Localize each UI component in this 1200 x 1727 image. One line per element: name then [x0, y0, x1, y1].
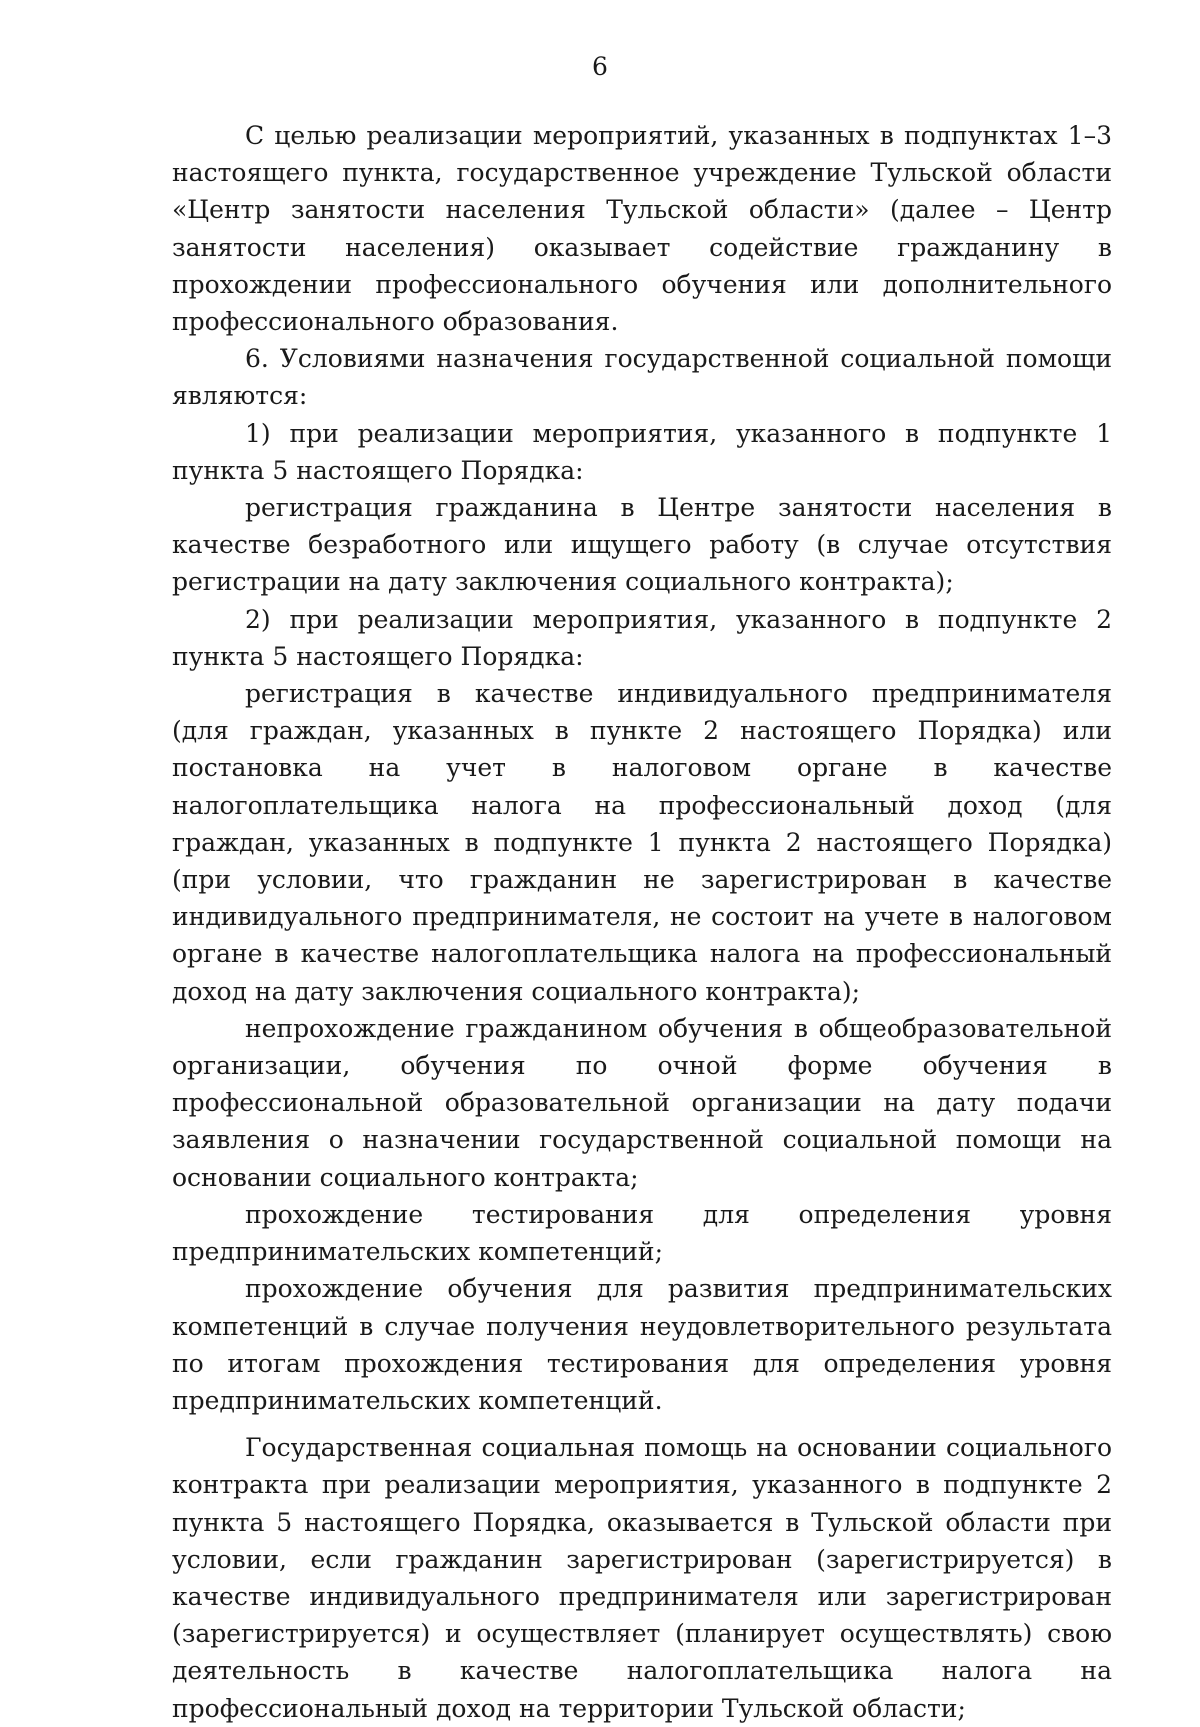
paragraph-subitem-1: 1) при реализации мероприятия, указанного в подпункте 1 пункта 5 настоящего Порядка: [172, 418, 1112, 485]
page-number: 6 [592, 52, 608, 81]
paragraph-registration-unemployed: регистрация гражданина в Центре занятости населения в качестве безработного или ищущего работу (в случае отсутствия регистрации на дату заключения социального контракта); [172, 493, 1112, 597]
paragraph-registration-entrepreneur: регистрация в качестве индивидуального предпринимателя (для граждан, указанных в пункте 2 настоящего Порядка) или постановка на учет в налоговом органе в качестве налогоплательщика налога на профессиональный доход (для граждан, указанных в подпункте 1 пункта 2 настоящего Порядка) (при условии, что гражданин не зарегистрирован в качестве индивидуального предпринимателя, не состоит на учете в налоговом органе в качестве налогоплательщика налога на профессиональный доход на дату заключения социального контракта); [172, 679, 1112, 1006]
paragraph-testing: прохождение тестирования для определения уровня предпринимательских компетенций; [172, 1199, 1112, 1267]
document-body [172, 117, 1112, 1727]
paragraph-assistance-condition: Государственная социальная помощь на основании социального контракта при реализации мероприятия, указанного в подпункте 2 пункта 5 настоящего Порядка, оказывается в Тульской области при условии, если гражданин зарегистрирован (зарегистрируется) в качестве индивидуального предпринимателя или зарегистрирован (зарегистрируется) и осуществляет (планирует осуществлять) свою деятельность в качестве налогоплательщика налога на профессиональный доход на территории Тульской области; [172, 1433, 1112, 1723]
paragraph-training: прохождение обучения для развития предпринимательских компетенций в случае получения неудовлетворительного результата по итогам прохождения тестирования для определения уровня предпринимательских компетенций. [172, 1274, 1112, 1415]
paragraph-not-studying: непрохождение гражданином обучения в общеобразовательной организации, обучения по очной форме обучения в профессиональной образовательной организации на дату подачи заявления о назначении государственной социальной помощи на основании социального контракта; [172, 1013, 1112, 1192]
paragraph-subitem-2: 2) при реализации мероприятия, указанного в подпункте 2 пункта 5 настоящего Порядка: [172, 604, 1112, 671]
paragraph-item-6-conditions: 6. Условиями назначения государственной социальной помощи являются: [172, 344, 1112, 411]
paragraph-purpose-employment-center: С целью реализации мероприятий, указанных в подпунктах 1–3 настоящего пункта, государственное учреждение Тульской области «Центр занятости населения Тульской области» (далее – Центр занятости населения) оказывает содействие гражданину в прохождении профессионального обучения или дополнительного профессионального образования. [172, 121, 1112, 337]
